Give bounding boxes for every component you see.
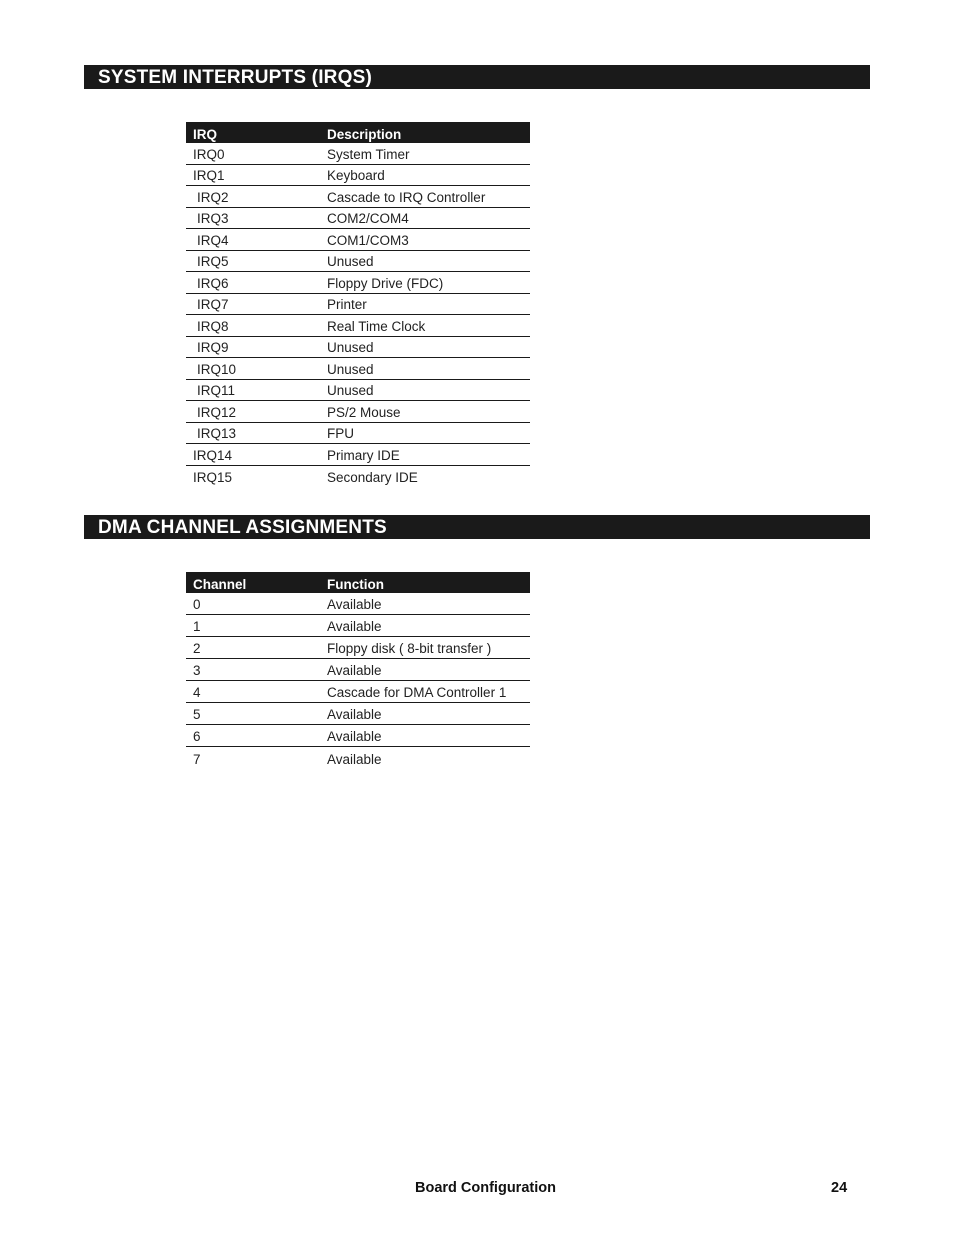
irq-cell: IRQ5 [197, 254, 229, 269]
channel-cell: 5 [193, 707, 201, 722]
table-row [186, 186, 530, 208]
table-row [186, 251, 530, 273]
table-row [186, 466, 530, 488]
description-cell: FPU [327, 426, 354, 441]
irq-cell: IRQ2 [197, 189, 229, 205]
description-cell: Keyboard [327, 168, 385, 183]
irq-cell: IRQ3 [197, 211, 229, 226]
table-row [186, 337, 530, 359]
function-cell: Available [327, 663, 382, 678]
description-cell: PS/2 Mouse [327, 404, 401, 420]
description-cell: Cascade to IRQ Controller [327, 189, 486, 205]
description-cell: Unused [327, 340, 374, 355]
table-row [186, 380, 530, 402]
table-row [186, 423, 530, 445]
irq-table-header [186, 122, 530, 143]
table-row [186, 593, 530, 615]
irq-cell: IRQ10 [197, 361, 237, 377]
dma-section-heading: DMA CHANNEL ASSIGNMENTS [84, 515, 870, 539]
irq-cell: IRQ6 [197, 275, 229, 291]
channel-cell: 1 [193, 619, 201, 634]
irq-table [186, 122, 530, 487]
channel-cell: 4 [193, 685, 201, 700]
description-column-header: Description [327, 127, 402, 142]
function-cell: Available [327, 619, 382, 634]
table-row [186, 165, 530, 187]
table-row [186, 315, 530, 337]
dma-table-header [186, 572, 530, 593]
table-row [186, 143, 530, 165]
table-row [186, 747, 530, 769]
table-row [186, 681, 530, 703]
irq-column-header: IRQ [193, 127, 218, 142]
channel-cell: 2 [193, 641, 201, 656]
table-row [186, 358, 530, 380]
table-row [186, 659, 530, 681]
description-cell: System Timer [327, 146, 410, 162]
irq-cell: IRQ1 [193, 168, 225, 183]
description-cell: Unused [327, 383, 374, 398]
irq-cell: IRQ14 [193, 447, 233, 463]
table-row [186, 272, 530, 294]
irq-cell: IRQ11 [197, 383, 236, 398]
description-cell: Floppy Drive (FDC) [327, 275, 444, 291]
footer-section-title: Board Configuration [415, 1180, 556, 1196]
table-row [186, 294, 530, 316]
description-cell: COM2/COM4 [327, 211, 409, 226]
description-cell: Primary IDE [327, 447, 400, 463]
function-column-header: Function [327, 577, 384, 592]
description-cell: Unused [327, 361, 374, 377]
function-cell: Floppy disk ( 8-bit transfer ) [327, 641, 492, 656]
irq-cell: IRQ9 [197, 340, 229, 355]
table-row [186, 229, 530, 251]
description-cell: Secondary IDE [327, 470, 418, 485]
function-cell: Cascade for DMA Controller 1 [327, 685, 507, 700]
channel-column-header: Channel [193, 577, 247, 592]
function-cell: Available [327, 729, 382, 744]
table-row [186, 703, 530, 725]
function-cell: Available [327, 752, 382, 767]
channel-cell: 3 [193, 663, 201, 678]
table-row [186, 401, 530, 423]
irq-cell: IRQ7 [197, 297, 229, 312]
channel-cell: 7 [193, 752, 201, 767]
table-row [186, 637, 530, 659]
function-cell: Available [327, 707, 382, 722]
page-number: 24 [831, 1180, 848, 1196]
table-row [186, 725, 530, 747]
dma-table [186, 572, 530, 769]
table-row [186, 208, 530, 230]
description-cell: Real Time Clock [327, 318, 426, 334]
irq-cell: IRQ15 [193, 470, 233, 485]
channel-cell: 6 [193, 729, 201, 744]
table-row [186, 444, 530, 466]
irq-cell: IRQ0 [193, 146, 225, 162]
description-cell: Printer [327, 297, 367, 312]
channel-cell: 0 [193, 597, 201, 612]
irq-cell: IRQ4 [197, 232, 229, 248]
description-cell: COM1/COM3 [327, 232, 409, 248]
irq-cell: IRQ13 [197, 426, 237, 441]
irq-cell: IRQ8 [197, 318, 229, 334]
description-cell: Unused [327, 254, 374, 269]
function-cell: Available [327, 597, 382, 612]
table-row [186, 615, 530, 637]
irq-cell: IRQ12 [197, 404, 237, 420]
irq-section-heading: SYSTEM INTERRUPTS (IRQS) [84, 65, 870, 89]
